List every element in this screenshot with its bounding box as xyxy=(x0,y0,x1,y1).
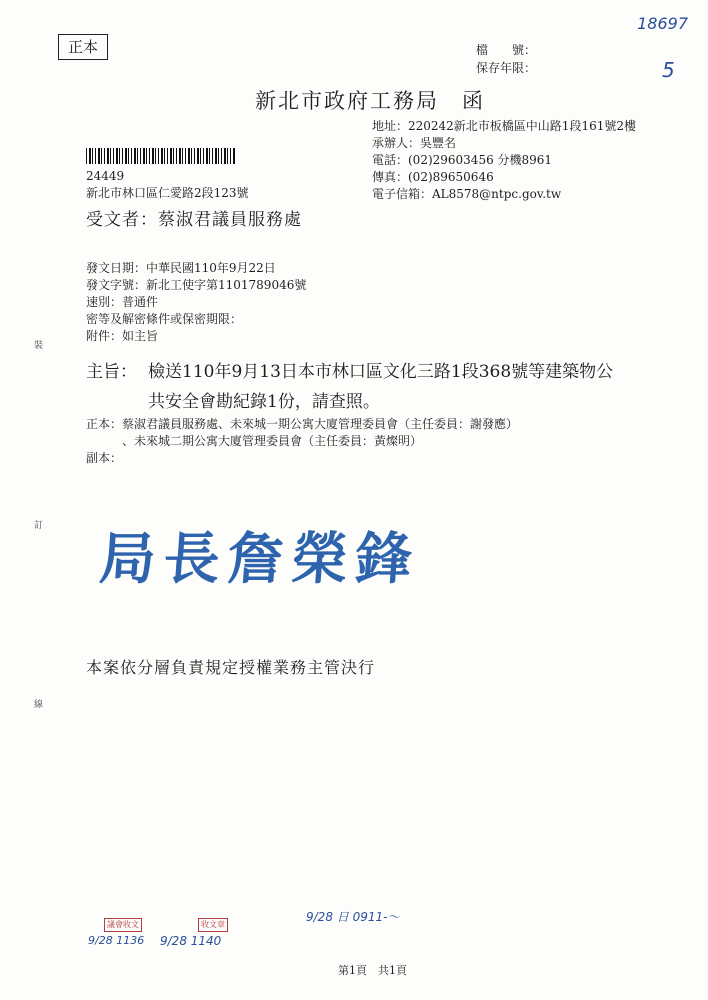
document-title: 新北市政府工務局 函 xyxy=(255,89,485,113)
handwritten-number: 18697 xyxy=(637,14,688,33)
binding-mark-middle: 訂 xyxy=(34,521,44,531)
sender-email: 電子信箱：AL8578@ntpc.gov.tw xyxy=(372,187,562,201)
recipient: 受文者：蔡淑君議員服務處 xyxy=(86,210,302,230)
issue-date: 發文日期：中華民國110年9月22日 xyxy=(86,261,276,275)
cc-original-label: 正本： xyxy=(86,417,123,431)
sender-handler: 承辦人：吳豐名 xyxy=(372,136,457,150)
receipt-stamp-2: 收文章 xyxy=(198,918,228,932)
page-number: 第1頁 共1頁 xyxy=(338,964,407,977)
speed: 速別：普通件 xyxy=(86,295,159,309)
authorization-note: 本案依分層負責規定授權業務主管決行 xyxy=(86,658,376,677)
sender-fax: 傳真：(02)89650646 xyxy=(372,170,494,184)
secrecy: 密等及解密條件或保密期限： xyxy=(86,312,243,326)
sender-phone: 電話：(02)29603456 分機8961 xyxy=(372,153,553,167)
receipt-handwritten-1: 9/28 1136 xyxy=(88,934,145,947)
cc-original-line-1: 蔡淑君議員服務處、未來城一期公寓大廈管理委員會（主任委員：謝發應） xyxy=(122,417,519,431)
sender-address: 地址：220242新北市板橋區中山路1段161號2樓 xyxy=(372,119,636,133)
handwritten-bottom: 9/28 日 0911-〜 xyxy=(306,910,400,924)
retention-handwritten: 5 xyxy=(662,58,675,82)
file-number-label: 檔 號： xyxy=(476,43,537,57)
director-signature-stamp: 局長詹榮鋒 xyxy=(97,526,423,592)
subject-label: 主旨： xyxy=(86,362,137,382)
binding-mark-bottom: 線 xyxy=(34,700,44,710)
binding-mark-top: 裝 xyxy=(34,341,44,351)
retention-label: 保存年限： xyxy=(476,61,537,75)
cc-copy-label: 副本： xyxy=(86,451,123,465)
recipient-address: 新北市林口區仁愛路2段123號 xyxy=(86,186,249,200)
receipt-handwritten-2: 9/28 1140 xyxy=(160,934,222,948)
copy-type-box: 正本 xyxy=(58,34,108,60)
cc-original xyxy=(86,416,518,433)
subject-line-1: 檢送110年9月13日本市林口區文化三路1段368號等建築物公 xyxy=(148,362,614,382)
barcode xyxy=(86,148,236,164)
issue-number: 發文字號：新北工使字第1101789046號 xyxy=(86,278,307,292)
subject xyxy=(86,357,666,417)
subject-line-2: 共安全會勘紀錄1份，請查照。 xyxy=(148,392,380,412)
postal-code: 24449 xyxy=(86,169,125,183)
receipt-stamp-1: 議會收文 xyxy=(104,918,142,932)
cc-original-line-2: 、未來城二期公寓大廈管理委員會（主任委員：黃燦明） xyxy=(122,434,423,448)
attachment: 附件：如主旨 xyxy=(86,329,159,343)
